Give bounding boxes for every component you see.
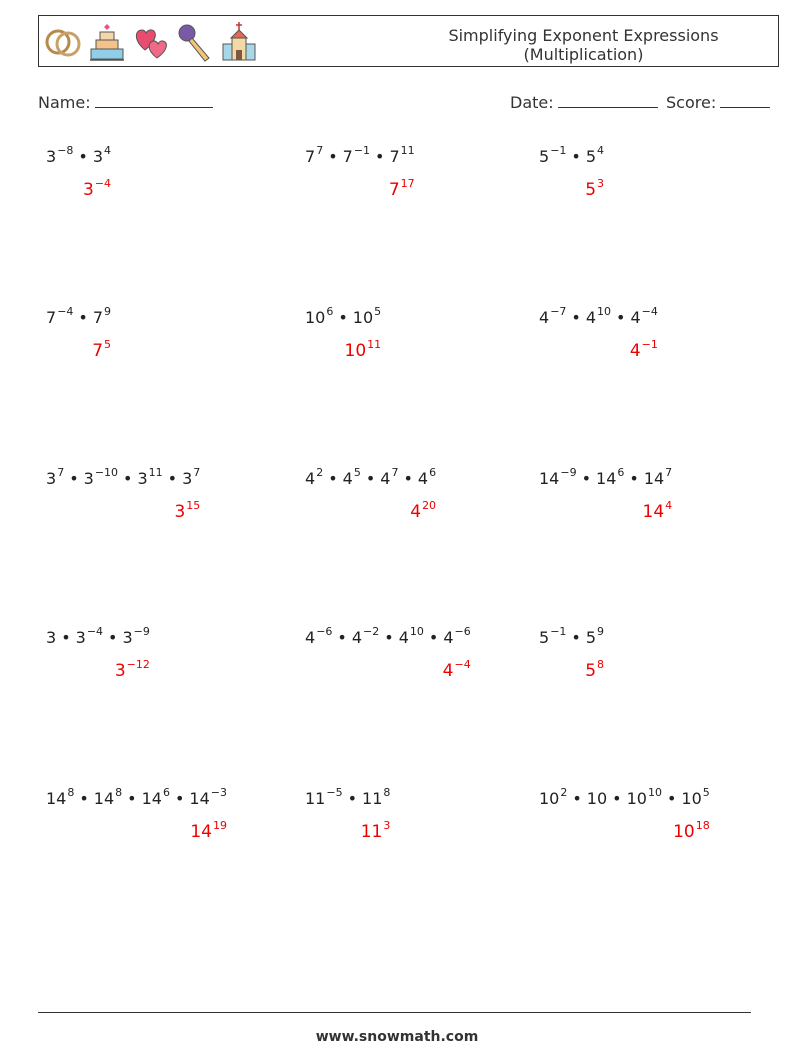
base: 10	[305, 308, 326, 327]
multiply-dot: •	[127, 789, 137, 808]
base: 10	[626, 789, 647, 808]
exponent: 6	[429, 466, 437, 479]
problem-expression	[46, 786, 227, 808]
answer	[82, 177, 112, 200]
base: 11	[305, 789, 326, 808]
exponent: 20	[422, 499, 437, 512]
exponent: −9	[560, 466, 577, 479]
exponent: −2	[363, 625, 380, 638]
exponent: 5	[353, 466, 361, 479]
problem-11	[305, 625, 545, 708]
hearts-icon	[131, 20, 171, 64]
problem-expression	[539, 786, 710, 808]
problem-expression	[46, 144, 112, 166]
base: 10	[344, 341, 367, 361]
multiply-dot: •	[123, 469, 133, 488]
exponent: −8	[57, 144, 74, 157]
exponent: 2	[316, 466, 324, 479]
base: 3	[122, 628, 133, 647]
chapel-icon	[219, 20, 259, 64]
exponent: 19	[212, 819, 227, 832]
base: 3	[182, 469, 193, 488]
header-icons	[43, 20, 259, 64]
answer	[629, 338, 658, 361]
answer	[92, 338, 112, 361]
base: 5	[585, 147, 597, 166]
problem-8	[305, 466, 545, 549]
base: 3	[174, 502, 186, 522]
exponent: 7	[193, 466, 201, 479]
exponent: −3	[210, 786, 227, 799]
base: 10	[539, 789, 560, 808]
exponent: 8	[115, 786, 123, 799]
base: 4	[380, 469, 391, 488]
problem-4	[46, 305, 286, 388]
base: 10	[586, 789, 608, 808]
exponent: 11	[148, 466, 163, 479]
base: 7	[92, 308, 104, 327]
multiply-dot: •	[78, 147, 88, 166]
base: 3	[75, 628, 86, 647]
answer	[442, 658, 471, 681]
problem-9	[539, 466, 779, 549]
base: 4	[305, 628, 316, 647]
exponent: −4	[57, 305, 74, 318]
exponent: −1	[353, 144, 371, 157]
base: 10	[681, 789, 702, 808]
problem-5	[305, 305, 545, 388]
base: 4	[630, 308, 641, 327]
exponent: 6	[617, 466, 625, 479]
name-line[interactable]	[95, 93, 213, 108]
answer	[174, 499, 201, 522]
multiply-dot: •	[571, 147, 581, 166]
base: 7	[389, 147, 400, 166]
base: 4	[410, 502, 422, 522]
base: 7	[342, 147, 353, 166]
exponent: 11	[367, 338, 382, 351]
multiply-dot: •	[571, 628, 581, 647]
exponent: −4	[94, 177, 112, 190]
exponent: 10	[647, 786, 662, 799]
base: 14	[46, 789, 67, 808]
problem-2	[305, 144, 545, 227]
multiply-dot: •	[108, 628, 118, 647]
footer-url: www.snowmath.com	[315, 1029, 479, 1045]
base: 4	[398, 628, 409, 647]
exponent: −4	[641, 305, 658, 318]
problem-expression	[539, 625, 605, 647]
microphone-icon	[175, 20, 215, 64]
worksheet-header	[38, 15, 779, 67]
multiply-dot: •	[328, 147, 338, 166]
multiply-dot: •	[581, 469, 592, 488]
exponent: 11	[400, 144, 415, 157]
base: 4	[442, 661, 454, 681]
base: 4	[585, 308, 597, 327]
multiply-dot: •	[79, 789, 89, 808]
exponent: 6	[162, 786, 170, 799]
answer	[114, 658, 150, 681]
base: 3	[46, 147, 57, 166]
exponent: 7	[665, 466, 673, 479]
base: 5	[539, 628, 550, 647]
base: 3	[137, 469, 148, 488]
problem-expression	[305, 144, 415, 166]
multiply-dot: •	[403, 469, 413, 488]
multiply-dot: •	[572, 789, 582, 808]
base: 3	[46, 628, 57, 647]
base: 4	[443, 628, 454, 647]
date-line[interactable]	[558, 93, 658, 108]
answer	[585, 658, 605, 681]
name-field[interactable]	[38, 93, 213, 112]
base: 14	[539, 469, 560, 488]
multiply-dot: •	[328, 469, 338, 488]
answer	[344, 338, 382, 361]
base: 5	[539, 147, 550, 166]
multiply-dot: •	[337, 628, 347, 647]
base: 5	[585, 661, 597, 681]
exponent: 9	[597, 625, 605, 638]
base: 14	[141, 789, 162, 808]
multiply-dot: •	[629, 469, 639, 488]
exponent: 5	[374, 305, 382, 318]
answer	[410, 499, 437, 522]
base: 4	[342, 469, 353, 488]
exponent: 9	[104, 305, 112, 318]
score-field[interactable]	[666, 93, 770, 112]
base: 3	[46, 469, 57, 488]
base: 11	[362, 789, 383, 808]
exponent: 8	[597, 658, 605, 671]
answer	[190, 819, 227, 842]
answer	[360, 819, 391, 842]
problem-expression	[305, 786, 391, 808]
exponent: 6	[326, 305, 334, 318]
exponent: −5	[326, 786, 343, 799]
multiply-dot: •	[666, 789, 677, 808]
exponent: −1	[550, 144, 567, 157]
base: 3	[83, 469, 94, 488]
date-field[interactable]	[510, 93, 658, 112]
problem-15	[539, 786, 779, 869]
exponent: −1	[641, 338, 658, 351]
multiply-dot: •	[428, 628, 439, 647]
problem-expression	[46, 305, 112, 327]
exponent: 4	[104, 144, 112, 157]
exponent: 7	[316, 144, 324, 157]
base: 5	[585, 180, 597, 200]
problem-14	[305, 786, 545, 869]
exponent: −6	[454, 625, 471, 638]
exponent: 7	[391, 466, 399, 479]
problem-1	[46, 144, 286, 227]
exponent: −6	[316, 625, 333, 638]
multiply-dot: •	[167, 469, 178, 488]
title-line-1: Simplifying Exponent Expressions	[448, 26, 719, 45]
answer	[585, 177, 605, 200]
problem-7	[46, 466, 286, 549]
problem-expression	[305, 305, 382, 327]
base: 3	[82, 180, 94, 200]
score-label: Score:	[666, 93, 717, 112]
multiply-dot: •	[61, 628, 71, 647]
base: 7	[46, 308, 57, 327]
exponent: 3	[383, 819, 391, 832]
base: 4	[305, 469, 316, 488]
problem-expression	[539, 144, 605, 166]
answer	[388, 177, 415, 200]
base: 14	[596, 469, 617, 488]
multiply-dot: •	[612, 789, 622, 808]
exponent: −9	[133, 625, 150, 638]
multiply-dot: •	[78, 308, 88, 327]
multiply-dot: •	[338, 308, 348, 327]
base: 4	[351, 628, 363, 647]
wedding-rings-icon	[43, 20, 83, 64]
base: 14	[190, 822, 212, 842]
wedding-cake-icon	[87, 20, 127, 64]
exponent: 4	[597, 144, 605, 157]
problem-expression	[46, 466, 201, 488]
exponent: −4	[86, 625, 104, 638]
exponent: 5	[104, 338, 112, 351]
exponent: −1	[550, 625, 567, 638]
base: 4	[417, 469, 429, 488]
base: 3	[114, 661, 126, 681]
score-line[interactable]	[720, 93, 770, 108]
problem-expression	[539, 305, 658, 327]
multiply-dot: •	[375, 147, 385, 166]
title-line-2: (Multiplication)	[523, 45, 644, 64]
worksheet-title	[389, 26, 778, 64]
exponent: 18	[695, 819, 710, 832]
multiply-dot: •	[616, 308, 626, 327]
exponent: 8	[383, 786, 391, 799]
problem-13	[46, 786, 286, 869]
answer	[673, 819, 710, 842]
exponent: −10	[94, 466, 119, 479]
answer	[642, 499, 673, 522]
multiply-dot: •	[69, 469, 79, 488]
date-label: Date:	[510, 93, 554, 112]
multiply-dot: •	[571, 308, 581, 327]
base: 14	[643, 469, 665, 488]
base: 11	[360, 822, 383, 842]
problem-expression	[46, 625, 150, 647]
exponent: 10	[409, 625, 424, 638]
problem-3	[539, 144, 779, 227]
base: 3	[92, 147, 104, 166]
exponent: 4	[665, 499, 673, 512]
exponent: 7	[57, 466, 65, 479]
base: 4	[629, 341, 641, 361]
base: 14	[642, 502, 665, 522]
footer-divider	[38, 1012, 751, 1013]
base: 5	[585, 628, 597, 647]
exponent: 8	[67, 786, 75, 799]
problem-6	[539, 305, 779, 388]
problem-expression	[305, 466, 437, 488]
base: 7	[92, 341, 104, 361]
exponent: 15	[186, 499, 201, 512]
base: 14	[189, 789, 210, 808]
exponent: 2	[560, 786, 568, 799]
base: 10	[673, 822, 695, 842]
exponent: 17	[400, 177, 415, 190]
exponent: 10	[597, 305, 612, 318]
base: 4	[539, 308, 550, 327]
multiply-dot: •	[347, 789, 358, 808]
base: 7	[388, 180, 400, 200]
problem-10	[46, 625, 286, 708]
exponent: −12	[126, 658, 150, 671]
problem-expression	[539, 466, 673, 488]
multiply-dot: •	[384, 628, 394, 647]
name-label: Name:	[38, 93, 91, 112]
exponent: −4	[454, 658, 471, 671]
exponent: −7	[550, 305, 567, 318]
base: 10	[352, 308, 374, 327]
multiply-dot: •	[365, 469, 376, 488]
base: 7	[305, 147, 316, 166]
multiply-dot: •	[174, 789, 185, 808]
exponent: 5	[702, 786, 710, 799]
problem-12	[539, 625, 779, 708]
exponent: 3	[597, 177, 605, 190]
problem-expression	[305, 625, 471, 647]
base: 14	[93, 789, 115, 808]
